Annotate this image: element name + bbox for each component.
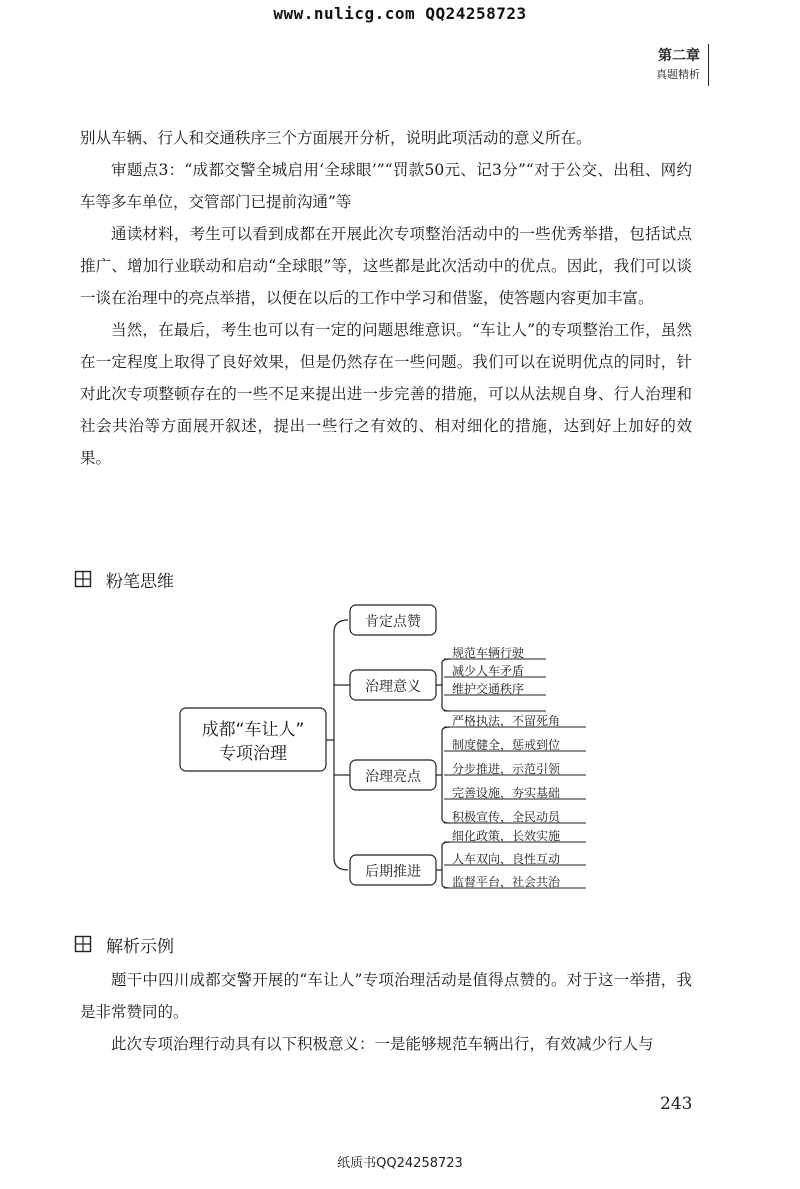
chapter-title: 第二章 [658,48,700,64]
section-heading-example [74,931,174,957]
mind-map [170,598,610,894]
mindmap-leaf-label: 分步推进，示范引领 [452,762,561,776]
section-heading-thinking [74,566,174,592]
paragraph: 通读材料，考生可以看到成都在开展此次专项整治活动中的一些优秀举措，包括试点推广、增加行业联动和启动“全球眼”等，这些都是此次活动中的优点。因此，我们可以谈一谈在治理中的亮点举措，以便在以后的工作中学习和借鉴，使答题内容更加丰富。 [80,225,692,307]
paragraph: 此次专项治理行动具有以下积极意义：一是能够规范车辆出行，有效减少行人与 [111,1035,654,1053]
body-text-top [80,122,692,474]
body-text-example [80,964,692,1060]
section-heading-label: 粉笔思维 [106,571,174,592]
mindmap-connector [334,620,348,870]
mindmap-branch-label: 肯定点赞 [365,614,421,630]
mindmap-root-label: 专项治理 [219,744,287,764]
paragraph: 当然，在最后，考生也可以有一定的问题思维意识。“车让人”的专项整治工作，虽然在一定程度上取得了良好效果，但是仍然存在一些问题。我们可以在说明优点的同时，针对此次专项整顿存在的一些不足来提出进一步完善的措施，可以从法规自身、行人治理和社会共治等方面展开叙述，提出一些行之有效的、相对细化的措施，达到好上加好的效果。 [80,321,692,467]
bottom-watermark: 纸质书QQ24258723 [337,1156,463,1171]
mindmap-leaf-label: 监督平台，社会共治 [452,875,561,889]
header-divider [708,44,709,86]
mindmap-leaf-label: 维护交通秩序 [452,682,525,696]
section-marker-icon [74,570,92,588]
paragraph: 题干中四川成都交警开展的“车让人”专项治理活动是值得点赞的。对于这一举措，我是非常赞同的。 [80,971,692,1021]
mindmap-bracket [442,659,450,711]
mindmap-leaf-label: 严格执法，不留死角 [452,714,561,728]
section-marker-icon [74,935,92,953]
mindmap-leaf-label: 完善设施，夯实基础 [452,786,561,800]
top-watermark: www.nulicg.com QQ24258723 [273,4,527,23]
mindmap-branch-label: 后期推进 [365,864,421,880]
mindmap-leaf-label: 规范车辆行驶 [452,646,525,660]
mindmap-leaf-label: 减少人车矛盾 [452,664,525,678]
section-heading-label: 解析示例 [106,936,174,957]
mindmap-branch-label: 治理亮点 [365,769,421,785]
mindmap-leaf-label: 人车双向，良性互动 [452,852,561,866]
section-title: 真题精析 [656,68,700,81]
paragraph: 别从车辆、行人和交通秩序三个方面展开分析，说明此项活动的意义所在。 [80,129,592,147]
mindmap-root-label: 成都“车让人” [201,720,305,740]
mindmap-branch-label: 治理意义 [365,679,421,695]
mindmap-leaf-label: 细化政策，长效实施 [452,829,561,843]
mindmap-leaf-label: 制度健全，惩戒到位 [452,738,561,752]
paragraph: 审题点3：“成都交警全城启用‘全球眼’”“罚款50元、记3分”“对于公交、出租、网约车等多车单位，交管部门已提前沟通”等 [80,161,692,211]
running-head [656,46,700,84]
page-number: 243 [660,1094,693,1114]
mindmap-leaf-label: 积极宣传，全民动员 [452,810,561,824]
